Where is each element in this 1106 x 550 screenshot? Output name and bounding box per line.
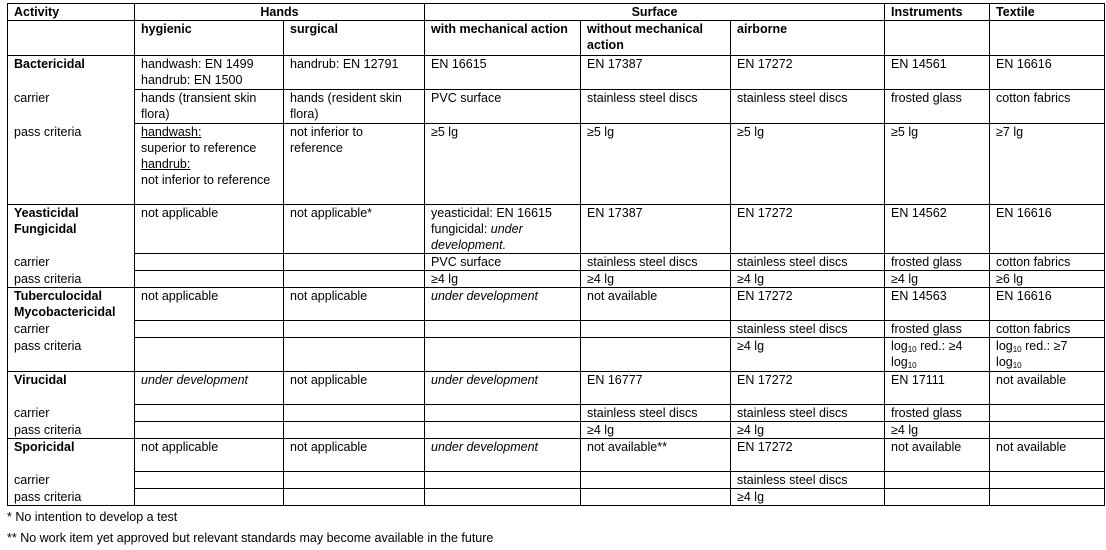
cell-airborne: ≥5 lg [731,124,885,205]
cell-text: Fungicidal [14,222,77,236]
cell-text: handrub: [141,157,191,171]
cell-without-mech: stainless steel discs [581,254,731,271]
subscript: 10 [907,345,917,354]
cell-textile: EN 16616 [990,56,1105,90]
table-row-yeasticidal-carrier [8,254,1105,271]
cell-without-mech: ≥5 lg [581,124,731,205]
row-label-pass-criteria: pass criteria [8,489,135,506]
table-row-bactericidal-standard [8,56,1105,90]
cell-instruments: EN 14562 [885,205,990,254]
header-row-groups [8,4,1105,21]
cell-without-mech: not available [581,288,731,321]
cell-text: handwash: EN 1499 [141,57,254,71]
cell-surgical [284,271,425,288]
table-row-tuberculocidal-carrier [8,321,1105,338]
header-with-mechanical-action: with mechanical action [425,21,581,56]
cell-hygienic: hands (transient skin flora) [135,90,284,124]
cell-without-mech: EN 17387 [581,205,731,254]
cell-instruments: ≥4 lg [885,271,990,288]
header-hygienic: hygienic [135,21,284,56]
cell-airborne: stainless steel discs [731,90,885,124]
table-row-yeasticidal-standard [8,205,1105,254]
cell-text [431,221,574,253]
cell-hygienic [135,422,284,439]
cell-with-mech: ≥4 lg [425,271,581,288]
table-row-tuberculocidal-pass [8,338,1105,372]
cell-hygienic: not applicable [135,439,284,472]
table-row-sporicidal-carrier [8,472,1105,489]
header-textile: Textile [990,4,1105,21]
subscript: 10 [1012,345,1022,354]
row-label-pass-criteria: pass criteria [8,271,135,288]
cell-textile [990,472,1105,489]
cell-text [891,338,983,354]
cell-surgical [284,472,425,489]
cell-without-mech: EN 16777 [581,372,731,405]
cell-surgical [284,321,425,338]
cell-airborne: ≥4 lg [731,338,885,372]
header-activity: Activity [8,4,135,21]
cell-hygienic [135,321,284,338]
subscript: 10 [907,361,917,370]
table-row-bactericidal-pass [8,124,1105,205]
footnote-single-asterisk: * No intention to develop a test [7,510,178,524]
cell-textile: ≥7 lg [990,124,1105,205]
cell-hygienic: under development [135,372,284,405]
row-label-carrier: carrier [8,472,135,489]
cell-textile [990,422,1105,439]
table-row-virucidal-pass [8,422,1105,439]
cell-with-mech [425,338,581,372]
cell-textile: not available [990,372,1105,405]
cell-without-mech: not available** [581,439,731,472]
cell-instruments [885,489,990,506]
row-label-pass-criteria: pass criteria [8,422,135,439]
header-without-mechanical-action: without mechanical action [581,21,731,56]
cell-text: red.: ≥4 [916,339,963,353]
cell-surgical [284,422,425,439]
cell-text: not inferior to reference [141,173,271,187]
cell-textile: ≥6 lg [990,271,1105,288]
cell-airborne: EN 17272 [731,372,885,405]
header-empty [885,21,990,56]
cell-without-mech: stainless steel discs [581,90,731,124]
standards-table [7,3,1105,506]
header-empty [990,21,1105,56]
cell-with-mech: under development [425,439,581,472]
cell-with-mech [425,489,581,506]
cell-hygienic [135,124,284,205]
cell-surgical: not inferior to reference [284,124,425,205]
cell-with-mech: ≥5 lg [425,124,581,205]
cell-text: under development. [431,222,523,252]
cell-instruments: EN 14563 [885,288,990,321]
cell-hygienic [135,489,284,506]
cell-text: yeasticidal: EN 16615 [431,206,552,220]
cell-surgical: not applicable* [284,205,425,254]
table-row-virucidal-carrier [8,405,1105,422]
cell-text: Tuberculocidal [14,289,102,303]
cell-instruments: frosted glass [885,321,990,338]
cell-text [996,338,1098,354]
cell-airborne: stainless steel discs [731,472,885,489]
cell-text: handwash: [141,125,202,139]
cell-textile [990,489,1105,506]
cell-hygienic: not applicable [135,288,284,321]
cell-textile [990,338,1105,372]
cell-airborne: ≥4 lg [731,422,885,439]
cell-surgical: not applicable [284,439,425,472]
cell-instruments [885,472,990,489]
cell-hygienic [135,338,284,372]
table-row-sporicidal-pass [8,489,1105,506]
cell-instruments: ≥4 lg [885,422,990,439]
cell-with-mech: under development [425,288,581,321]
cell-text [996,354,1098,370]
cell-without-mech [581,472,731,489]
cell-text: fungicidal: [431,222,491,236]
cell-airborne: EN 17272 [731,205,885,254]
cell-with-mech [425,321,581,338]
row-label-carrier: carrier [8,321,135,338]
activity-yeasticidal [8,205,135,254]
cell-with-mech: EN 16615 [425,56,581,90]
cell-with-mech [425,205,581,254]
cell-surgical: handrub: EN 12791 [284,56,425,90]
cell-without-mech [581,321,731,338]
cell-text: Yeasticidal [14,206,79,220]
cell-airborne: EN 17272 [731,288,885,321]
header-surface: Surface [425,4,885,21]
cell-without-mech [581,489,731,506]
table-row-tuberculocidal-standard [8,288,1105,321]
cell-with-mech [425,405,581,422]
cell-instruments: ≥5 lg [885,124,990,205]
table-row-yeasticidal-pass [8,271,1105,288]
cell-textile: cotton fabrics [990,321,1105,338]
cell-without-mech: ≥4 lg [581,422,731,439]
cell-instruments: frosted glass [885,405,990,422]
cell-textile: EN 16616 [990,205,1105,254]
cell-with-mech: PVC surface [425,254,581,271]
cell-surgical [284,405,425,422]
cell-without-mech [581,338,731,372]
cell-surgical: not applicable [284,288,425,321]
cell-hygienic [135,405,284,422]
row-label-pass-criteria: pass criteria [8,124,135,205]
activity-virucidal: Virucidal [8,372,135,405]
cell-surgical: not applicable [284,372,425,405]
cell-instruments: frosted glass [885,90,990,124]
cell-surgical: hands (resident skin flora) [284,90,425,124]
cell-hygienic: not applicable [135,205,284,254]
table-row-virucidal-standard [8,372,1105,405]
cell-textile: cotton fabrics [990,90,1105,124]
cell-text: log [891,339,908,353]
cell-without-mech: EN 17387 [581,56,731,90]
header-row-subgroups [8,21,1105,56]
cell-hygienic [135,254,284,271]
cell-textile: cotton fabrics [990,254,1105,271]
cell-text: log [996,339,1013,353]
header-instruments: Instruments [885,4,990,21]
row-label-carrier: carrier [8,90,135,124]
table-row-sporicidal-standard [8,439,1105,472]
cell-airborne: EN 17272 [731,56,885,90]
cell-hygienic [135,472,284,489]
cell-hygienic [135,271,284,288]
cell-text [891,354,983,370]
cell-text: red.: ≥7 [1021,339,1068,353]
cell-with-mech: PVC surface [425,90,581,124]
cell-with-mech: under development [425,372,581,405]
cell-airborne: ≥4 lg [731,271,885,288]
cell-surgical [284,254,425,271]
cell-instruments: EN 17111 [885,372,990,405]
cell-hygienic [135,56,284,90]
cell-without-mech: stainless steel discs [581,405,731,422]
header-empty [8,21,135,56]
cell-text: log [996,355,1013,369]
header-hands: Hands [135,4,425,21]
cell-surgical [284,338,425,372]
cell-text: Mycobactericidal [14,305,116,319]
cell-airborne: stainless steel discs [731,254,885,271]
cell-textile [990,405,1105,422]
cell-text: log [891,355,908,369]
cell-with-mech [425,422,581,439]
cell-instruments: EN 14561 [885,56,990,90]
cell-instruments: not available [885,439,990,472]
cell-airborne: stainless steel discs [731,405,885,422]
cell-airborne: ≥4 lg [731,489,885,506]
cell-textile: EN 16616 [990,288,1105,321]
cell-without-mech: ≥4 lg [581,271,731,288]
row-label-carrier: carrier [8,254,135,271]
cell-text: superior to reference [141,141,257,155]
activity-tuberculocidal [8,288,135,321]
cell-instruments [885,338,990,372]
cell-text: handrub: EN 1500 [141,73,243,87]
footnote-double-asterisk: ** No work item yet approved but relevant standards may become available in the future [7,531,494,545]
header-airborne: airborne [731,21,885,56]
row-label-pass-criteria: pass criteria [8,338,135,372]
header-surgical: surgical [284,21,425,56]
row-label-carrier: carrier [8,405,135,422]
table-row-bactericidal-carrier [8,90,1105,124]
activity-sporicidal: Sporicidal [8,439,135,472]
activity-bactericidal: Bactericidal [8,56,135,90]
cell-airborne: stainless steel discs [731,321,885,338]
cell-with-mech [425,472,581,489]
subscript: 10 [1012,361,1022,370]
cell-surgical [284,489,425,506]
cell-airborne: EN 17272 [731,439,885,472]
cell-textile: not available [990,439,1105,472]
cell-instruments: frosted glass [885,254,990,271]
